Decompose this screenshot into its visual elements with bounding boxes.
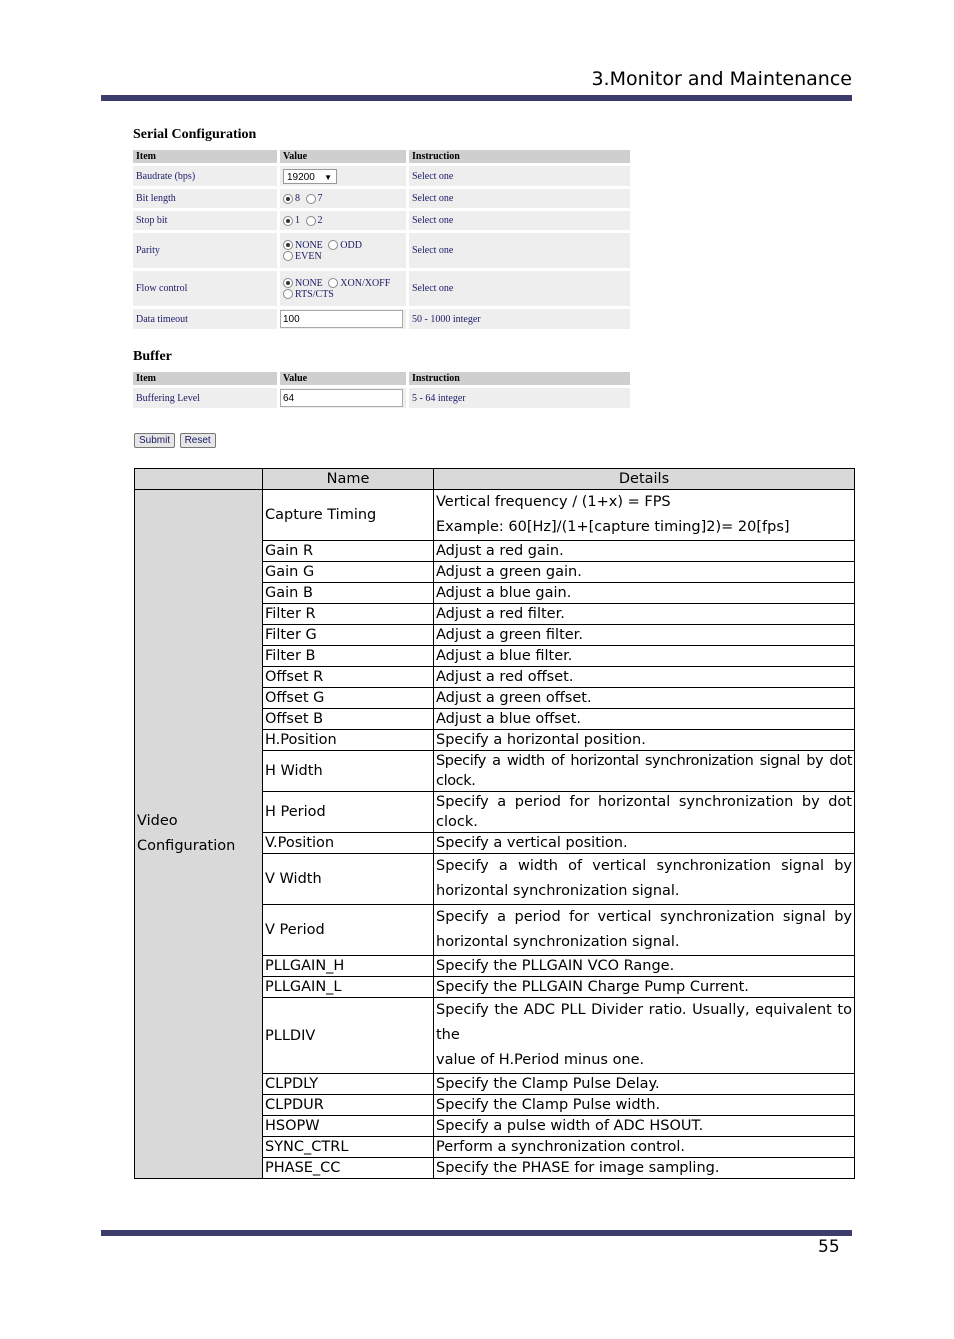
row-details	[434, 688, 855, 709]
col-item: Item	[133, 150, 277, 163]
stop-bit-label: Stop bit	[133, 211, 277, 230]
flow-control-instruction: Select one	[409, 271, 630, 306]
details-line: Adjust a blue offset.	[436, 711, 582, 727]
page-header-title: 3.Monitor and Maintenance	[591, 68, 852, 90]
row-name: PLLGAIN_L	[263, 977, 434, 998]
header-details: Details	[434, 469, 855, 490]
baudrate-label: Baudrate (bps)	[133, 166, 277, 186]
buffering-level-input[interactable]: 64	[280, 389, 403, 407]
row-details	[434, 1116, 855, 1137]
row-details	[434, 977, 855, 998]
buffer-panel	[133, 349, 630, 411]
details-line: Adjust a red gain.	[436, 543, 564, 559]
row-name: H Period	[263, 792, 434, 833]
details-line: Specify a vertical position.	[436, 835, 628, 851]
details-line: Specify a horizontal position.	[436, 732, 646, 748]
details-line: Specify the Clamp Pulse Delay.	[436, 1076, 660, 1092]
row-name: PLLGAIN_H	[263, 956, 434, 977]
row-details	[434, 646, 855, 667]
details-line: Specify the Clamp Pulse width.	[436, 1097, 661, 1113]
category-cell	[135, 490, 263, 1179]
details-line: Specify a pulse width of ADC HSOUT.	[436, 1118, 704, 1134]
col-instruction: Instruction	[409, 372, 630, 385]
serial-config-title: Serial Configuration	[133, 127, 257, 142]
details-line: Adjust a red filter.	[436, 606, 565, 622]
details-line: Adjust a green offset.	[436, 690, 592, 706]
flow-control-radio-rtscts[interactable]	[283, 289, 293, 299]
details-line: Adjust a blue gain.	[436, 585, 572, 601]
row-name: Offset B	[263, 709, 434, 730]
row-details	[434, 562, 855, 583]
row-name: Filter G	[263, 625, 434, 646]
details-line: Example: 60[Hz]/(1+[capture timing]2)= 20[fps]	[436, 519, 790, 535]
data-timeout-label: Data timeout	[133, 309, 277, 329]
row-name: Offset R	[263, 667, 434, 688]
details-line: Specify a period for horizontal synchronization by dot clock.	[436, 794, 852, 830]
details-line: Specify the PHASE for image sampling.	[436, 1160, 720, 1176]
page-number: 55	[818, 1237, 840, 1257]
row-details	[434, 998, 855, 1074]
row-name: Filter B	[263, 646, 434, 667]
row-name: Offset G	[263, 688, 434, 709]
flow-control-radio-none[interactable]	[283, 278, 293, 288]
buffer-table	[130, 369, 633, 411]
category-line: Configuration	[137, 838, 236, 854]
parity-radio-even[interactable]	[283, 251, 293, 261]
row-details	[434, 1074, 855, 1095]
col-value: Value	[280, 150, 406, 163]
row-name: Gain B	[263, 583, 434, 604]
parity-radio-odd[interactable]	[328, 240, 338, 250]
table-row	[135, 490, 855, 541]
bit-length-radio-7[interactable]	[306, 194, 316, 204]
buffering-level-label: Buffering Level	[133, 388, 277, 408]
serial-config-table: Item Value Instruction Baudrate (bps) 19200 ▼ Select one Bit length 8 7 Select one Stop bit 1 2 Select one Parity NONE ODD EVEN Select one Flow control NONE XON/XOFF RTS/CTS Select one Data timeout 100 50 - 1000 integer	[130, 147, 633, 332]
row-details	[434, 1158, 855, 1179]
details-line: Adjust a green gain.	[436, 564, 582, 580]
col-value: Value	[280, 372, 406, 385]
video-config-table	[134, 468, 855, 1179]
flow-control-radio-xonxoff[interactable]	[328, 278, 338, 288]
details-line: Specify the PLLGAIN Charge Pump Current.	[436, 979, 749, 995]
details-line: Adjust a green filter.	[436, 627, 583, 643]
baudrate-select[interactable]: 19200 ▼	[283, 169, 337, 184]
row-name: Filter R	[263, 604, 434, 625]
row-details	[434, 751, 855, 792]
flow-control-label: Flow control	[133, 271, 277, 306]
details-line: Specify a width of horizontal synchronization signal by dot clock.	[436, 753, 852, 789]
details-line: Specify the PLLGAIN VCO Range.	[436, 958, 675, 974]
row-name: SYNC_CTRL	[263, 1137, 434, 1158]
row-name: H Width	[263, 751, 434, 792]
row-name: H.Position	[263, 730, 434, 751]
row-details	[434, 625, 855, 646]
stop-bit-radio-1[interactable]	[283, 216, 293, 226]
row-name: Gain G	[263, 562, 434, 583]
details-line: Specify a width of vertical synchronization signal by	[436, 858, 852, 874]
data-timeout-instruction: 50 - 1000 integer	[409, 309, 630, 329]
category-line: Video	[137, 813, 178, 829]
row-details	[434, 1137, 855, 1158]
row-name: V.Position	[263, 833, 434, 854]
header-name: Name	[263, 469, 434, 490]
details-line: Vertical frequency / (1+x) = FPS	[436, 494, 671, 510]
parity-label: Parity	[133, 233, 277, 268]
bit-length-instruction: Select one	[409, 189, 630, 208]
row-name: Capture Timing	[263, 490, 434, 541]
details-line: horizontal synchronization signal.	[436, 934, 680, 950]
row-details	[434, 490, 855, 541]
submit-button[interactable]: Submit	[134, 433, 175, 448]
row-details	[434, 730, 855, 751]
row-name: V Width	[263, 854, 434, 905]
details-line: Adjust a blue filter.	[436, 648, 573, 664]
stop-bit-instruction: Select one	[409, 211, 630, 230]
row-name: CLPDUR	[263, 1095, 434, 1116]
details-line: horizontal synchronization signal.	[436, 883, 680, 899]
header-blank	[135, 469, 263, 490]
details-line: value of H.Period minus one.	[436, 1052, 645, 1068]
baudrate-instruction: Select one	[409, 166, 630, 186]
details-line: Specify a period for vertical synchronization signal by	[436, 909, 852, 925]
data-timeout-input[interactable]: 100	[280, 310, 403, 328]
buffering-level-instruction: 5 - 64 integer	[409, 388, 630, 408]
details-line: Perform a synchronization control.	[436, 1139, 685, 1155]
bit-length-label: Bit length	[133, 189, 277, 208]
row-details	[434, 833, 855, 854]
row-details	[434, 905, 855, 956]
reset-button[interactable]: Reset	[180, 433, 216, 448]
row-details	[434, 792, 855, 833]
row-name: Gain R	[263, 541, 434, 562]
footer-rule	[101, 1230, 852, 1236]
row-name: HSOPW	[263, 1116, 434, 1137]
row-details	[434, 667, 855, 688]
bit-length-radio-8[interactable]	[283, 194, 293, 204]
row-name: CLPDLY	[263, 1074, 434, 1095]
row-details	[434, 854, 855, 905]
row-details	[434, 583, 855, 604]
header-rule	[101, 95, 852, 101]
serial-config-panel	[133, 127, 630, 332]
parity-instruction: Select one	[409, 233, 630, 268]
buffer-title: Buffer	[133, 349, 172, 364]
chevron-down-icon: ▼	[324, 172, 332, 182]
row-name: PLLDIV	[263, 998, 434, 1074]
row-details	[434, 604, 855, 625]
row-name: V Period	[263, 905, 434, 956]
col-instruction: Instruction	[409, 150, 630, 163]
form-buttons	[134, 430, 216, 448]
col-item: Item	[133, 372, 277, 385]
row-name: PHASE_CC	[263, 1158, 434, 1179]
row-details	[434, 1095, 855, 1116]
row-details	[434, 709, 855, 730]
row-details	[434, 541, 855, 562]
details-line: Specify the ADC PLL Divider ratio. Usually, equivalent to the	[436, 1002, 852, 1043]
parity-radio-none[interactable]	[283, 240, 293, 250]
stop-bit-radio-2[interactable]	[306, 216, 316, 226]
details-line: Adjust a red offset.	[436, 669, 574, 685]
row-details	[434, 956, 855, 977]
